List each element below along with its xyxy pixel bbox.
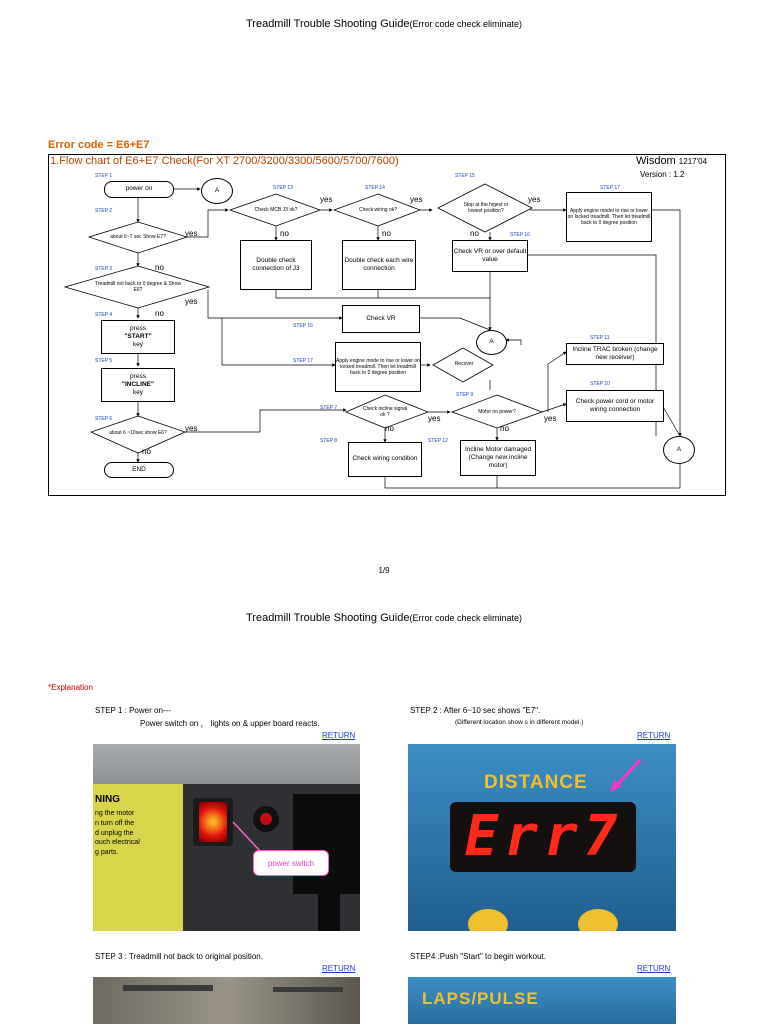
step-label: STEP 6 (95, 416, 113, 422)
step-label: STEP 16 (293, 323, 313, 329)
photo-treadmill-frame (93, 977, 360, 1024)
return-link[interactable]: RETURN (637, 964, 671, 973)
label-yes: yes (528, 195, 541, 204)
step-label: STEP 4 (95, 312, 113, 318)
node-press-start (101, 320, 175, 354)
press-start-line: key (132, 341, 144, 349)
node-motor-damaged: Incline Motor damaged (Change new incline motor) (460, 440, 536, 476)
step-label: STEP 9 (456, 392, 474, 398)
step-label: STEP 14 (365, 185, 385, 191)
return-link[interactable]: RETURN (322, 731, 356, 740)
connector-a: A (663, 436, 695, 464)
node-double-j3: Double check connection of J3 (240, 240, 312, 290)
version: Version : 1.2 (640, 170, 685, 179)
error-code-heading: Error code = E6+E7 (48, 139, 150, 151)
label-yes: yes (185, 229, 198, 238)
console-button (468, 909, 508, 931)
step-label: STEP 17 (293, 358, 313, 364)
label-yes: yes (185, 297, 198, 306)
flowchart-title: 1.Flow chart of E6+E7 Check(For XT 2700/3200/3300/5600/5700/7600) (50, 155, 399, 167)
connector-a: A (201, 178, 233, 204)
node-show-e6: about 6 ~10sec show E6? (109, 430, 167, 436)
node-double-wire: Double check each wire connection (342, 240, 416, 290)
label-no: no (385, 424, 394, 433)
callout-power-switch: power switch (253, 850, 329, 876)
step2-title: STEP 2 : After 6~10 sec shows "E7". (410, 706, 541, 715)
warning-line: ouch electrical (95, 839, 140, 847)
label-no: no (470, 229, 479, 238)
label-yes: yes (544, 414, 557, 423)
frame-bar (123, 985, 213, 991)
step-label: STEP 13 (273, 185, 293, 191)
photo-err7-display (408, 744, 676, 931)
node-check-vr-default: Check VR or over default value (452, 240, 528, 272)
brand-name: Wisdom (636, 155, 676, 167)
node-recover: Recover (454, 361, 474, 367)
node-motor-no-power: Motor no power? (478, 409, 516, 415)
label-yes: yes (428, 414, 441, 423)
node-stop-highest: Stop at the higest or lowest position? (463, 202, 509, 214)
distance-label: DISTANCE (484, 772, 588, 793)
press-start-key: "START" (124, 332, 152, 340)
node-incline-signal: Check incline signal ok ? (362, 406, 408, 418)
press-incline-line: press (130, 372, 146, 380)
step1-title: STEP 1 : Power on--- (95, 706, 171, 715)
brand-date: 1217'04 (678, 157, 708, 166)
node-trac-broken: Incline TRAC broken (change new receiver) (566, 343, 664, 365)
step-label: STEP 15 (455, 173, 475, 179)
frame-bar (273, 987, 343, 992)
press-start-line: press (130, 324, 146, 332)
node-apply-top: Apply engine model to rise or lower on locked treadmill. Then let treadmill back to 0 degree position (566, 192, 652, 242)
title-sub: (Error code check eliminate) (409, 613, 522, 623)
title-main: Treadmill Trouble Shooting Guide (245, 612, 410, 624)
warning-line: n turn off the (95, 819, 135, 827)
step-label: STEP 5 (95, 358, 113, 364)
return-link[interactable]: RETURN (322, 964, 356, 973)
warning-line: d unplug the (95, 829, 134, 837)
warning-line: g parts. (95, 849, 119, 857)
label-yes: yes (410, 195, 423, 204)
node-end: END (104, 462, 174, 478)
node-not-back: Treadmill not back to 0 degree & Show E6? (95, 281, 181, 293)
step-label: STEP 8 (320, 438, 338, 444)
step-label: STEP 10 (590, 381, 610, 387)
node-check-vr: Check VR (342, 305, 420, 333)
label-no: no (155, 263, 164, 272)
node-show-e7: about 6~7 sec Show E7? (110, 234, 166, 240)
return-link[interactable]: RETURN (637, 731, 671, 740)
page-number: 1/9 (378, 566, 390, 575)
node-power-on: power on (104, 181, 174, 198)
label-no: no (280, 229, 289, 238)
press-incline-key: "INCLINE" (121, 380, 155, 388)
title-main: Treadmill Trouble Shooting Guide (245, 18, 410, 30)
label-no: no (382, 229, 391, 238)
node-check-power-cord: Check power cord or motor wiring connection (566, 390, 664, 422)
laps-pulse-label: LAPS/PULSE (422, 989, 539, 1008)
label-yes: yes (320, 195, 333, 204)
node-check-mcb: Check MCB J3 ok? (254, 207, 298, 213)
warning-text: NING (95, 794, 120, 805)
callout-pointer (93, 744, 360, 931)
step1-desc: Power switch on ， lights on & upper board reacts. (140, 719, 320, 728)
label-no: no (155, 309, 164, 318)
step-label: STEP 1 (95, 173, 113, 179)
title-sub: (Error code check eliminate) (409, 19, 522, 29)
step-label: STEP 12 (428, 438, 448, 444)
node-check-wiring-condition: Check wiring condition (348, 442, 422, 477)
label-yes: yes (185, 424, 198, 433)
step-label: STEP 11 (590, 335, 610, 341)
led-display: Err7 (464, 804, 624, 869)
page-title (0, 612, 768, 624)
step-label: STEP 7 (320, 405, 338, 411)
step-label: STEP 16 (510, 232, 530, 238)
explanation-heading: *Explanation (48, 683, 93, 692)
step-label: STEP 2 (95, 208, 113, 214)
photo-power-switch (93, 744, 360, 931)
step4-title: STEP4 :Push "Start" to begin workout. (410, 952, 546, 961)
node-apply-mid: Apply engine mode to rise or lower on locked treadmill. Then let treadmill back to 0 degree position (335, 342, 421, 392)
warning-line: ng the motor (95, 810, 135, 817)
connector-a: A (476, 330, 507, 355)
step2-desc: (Different location show s in different model.) (455, 719, 584, 726)
node-check-wiring: Check wiring ok? (358, 207, 398, 213)
step-label: STEP 17 (600, 185, 620, 191)
node-press-incline (101, 368, 175, 402)
console-button (578, 909, 618, 931)
step-label: STEP 3 (95, 266, 113, 272)
step3-title: STEP 3 : Treadmill not back to original position. (95, 952, 263, 961)
label-no: no (142, 447, 151, 456)
label-no: no (500, 424, 509, 433)
press-incline-line: key (132, 389, 144, 397)
photo-laps-pulse (408, 977, 676, 1024)
